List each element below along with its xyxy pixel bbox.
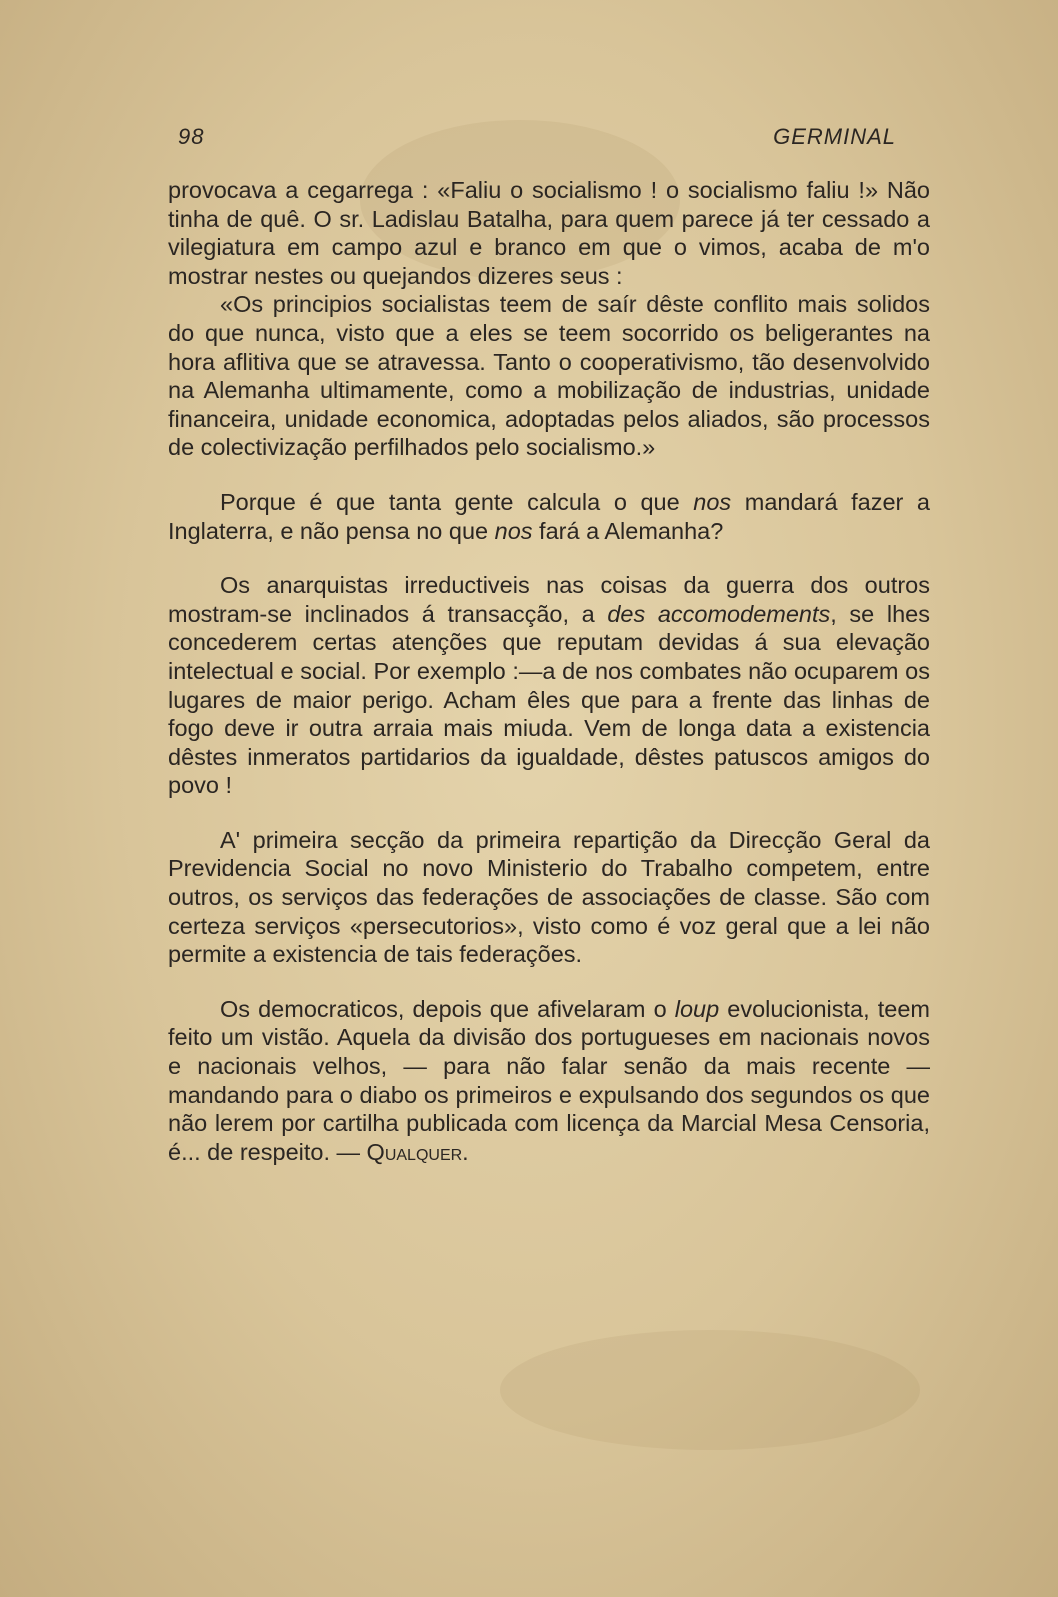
paper-stain <box>500 1330 920 1450</box>
paragraph-democraticos: Os democraticos, depois que afivelaram o loup evolucionista, teem feito um vistão. Aquela da divisão dos portugueses em nacionais novos e nacionais velhos, — para não falar senão da mais recente — mandando para o diabo os primeiros e expulsando dos segundos os que não lerem por cartilha publicada com licença da Marcial Mesa Censoria, é... de respeito. — Qualquer. <box>168 995 930 1165</box>
paragraph-question: Porque é que tanta gente calcula o que nos mandará fazer a Inglaterra, e não pensa no que nos fará a Alemanha? <box>168 488 931 544</box>
paragraph-anarquistas: Os anarquistas irreductiveis nas coisas da guerra dos outros mostram-se inclinados á transacção, a des accomodements, se lhes concederem certas atenções que reputam devidas á sua elevação intelectual e social. Por exemplo :—a de nos combates não ocuparem os lugares de maior perigo. Acham êles que para a frente das linhas de fogo deve ir outra arraia mais miuda. Vem de longa data a existencia dêstes inmeratos partidarios da igualdade, dêstes patuscos amigos do povo ! <box>168 572 930 799</box>
paragraph-quotation: «Os principios socialistas teem de saír dêste conflito mais solidos do que nunca, visto que a eles se teem socorrido os beligerantes na hora aflitiva que se atravessa. Tanto o cooperativismo, tão desenvolvido na Alemanha ultimamente, como a mobilização de industrias, unidade financeira, unidade economica, adoptadas pelos aliados, são processos de colectivização perfilhados pelo socialismo.» <box>168 291 930 461</box>
italic-word: loup <box>674 995 720 1022</box>
running-title: GERMINAL <box>773 124 896 149</box>
page-body <box>168 176 930 1166</box>
italic-word: nos <box>494 517 533 544</box>
paragraph-previdencia: A' primeira secção da primeira repartição da Direcção Geral da Previdencia Social no novo Ministerio do Trabalho competem, entre outros, os serviços das federações de associações de classe. São com certeza serviços «persecutorios», visto como é voz geral que a lei não permite a existencia de tais federações. <box>168 826 930 968</box>
page-number: 98 <box>178 124 205 149</box>
italic-word: nos <box>693 488 732 515</box>
italic-phrase: des accomodements <box>607 600 831 627</box>
page-header <box>170 124 896 154</box>
paragraph-continuation: provocava a cegarrega : «Faliu o socialismo ! o socialismo faliu !» Não tinha de quê. O sr. Ladislau Batalha, para quem parece já ter cessado a vilegiatura em campo azul e branco em que o vimos, acaba de m'o mostrar nestes ou quejandos dizeres seus : <box>168 177 930 289</box>
author-signature: Qualquer. <box>366 1138 469 1165</box>
